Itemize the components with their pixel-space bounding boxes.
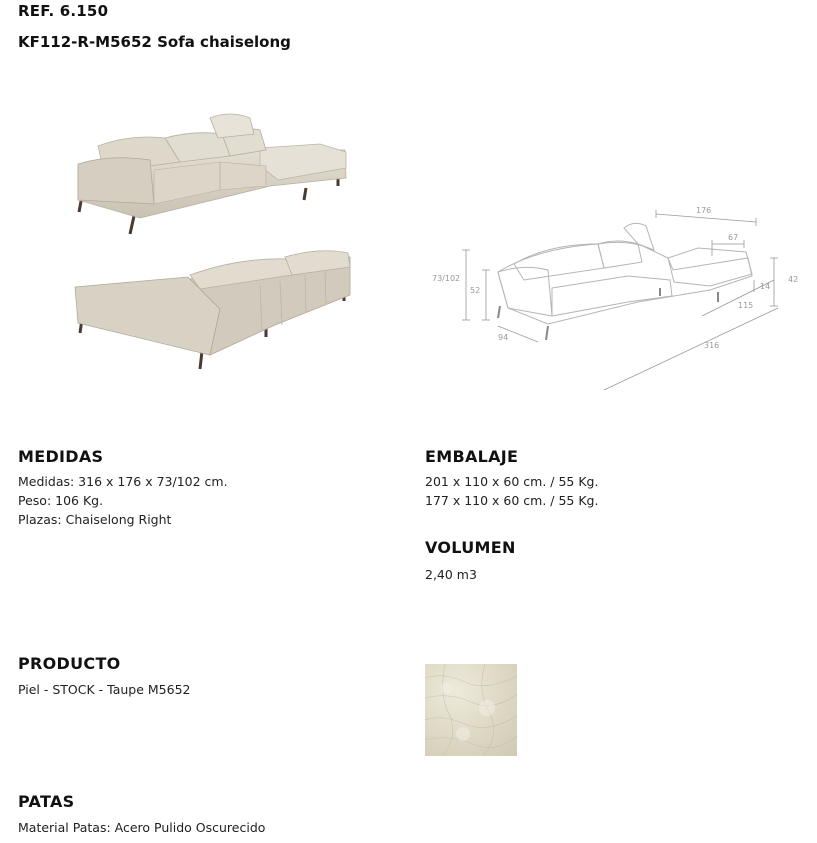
dim-depth-label: 94 — [498, 333, 509, 342]
sofa-back-view-icon — [70, 245, 355, 375]
dim-right-height-label: 42 — [788, 275, 799, 284]
patas-heading: PATAS — [18, 792, 75, 811]
dim-leg-label: 14 — [760, 282, 771, 291]
sofa-front-view-icon — [70, 108, 355, 238]
dim-top-label: 176 — [696, 206, 712, 215]
embalaje-package-2: 177 x 110 x 60 cm. / 55 Kg. — [425, 493, 599, 508]
sofa-dimension-diagram-icon — [428, 140, 803, 395]
embalaje-package-1: 201 x 110 x 60 cm. / 55 Kg. — [425, 474, 599, 489]
leather-swatch-icon — [425, 664, 517, 756]
patas-value: Material Patas: Acero Pulido Oscurecido — [18, 820, 266, 835]
producto-value: Piel - STOCK - Taupe M5652 — [18, 682, 191, 697]
dim-total-length-label: 316 — [704, 341, 720, 350]
volumen-heading: VOLUMEN — [425, 538, 516, 557]
embalaje-details — [425, 472, 598, 510]
medidas-weight: Peso: 106 Kg. — [18, 493, 104, 508]
volumen-value: 2,40 m3 — [425, 567, 477, 582]
product-title: KF112-R-M5652 Sofa chaiselong — [18, 33, 291, 51]
medidas-seats: Plazas: Chaiselong Right — [18, 512, 172, 527]
medidas-details — [18, 472, 228, 529]
embalaje-heading: EMBALAJE — [425, 447, 519, 466]
dim-chaise-width-label: 67 — [728, 233, 739, 242]
dim-chaise-depth-label: 115 — [738, 301, 754, 310]
medidas-dimensions: Medidas: 316 x 176 x 73/102 cm. — [18, 474, 228, 489]
dim-seat-height-label: 52 — [470, 286, 481, 295]
medidas-heading: MEDIDAS — [18, 447, 104, 466]
reference-number: REF. 6.150 — [18, 2, 109, 20]
producto-heading: PRODUCTO — [18, 654, 121, 673]
dim-height-label: 73/102 — [432, 274, 461, 283]
